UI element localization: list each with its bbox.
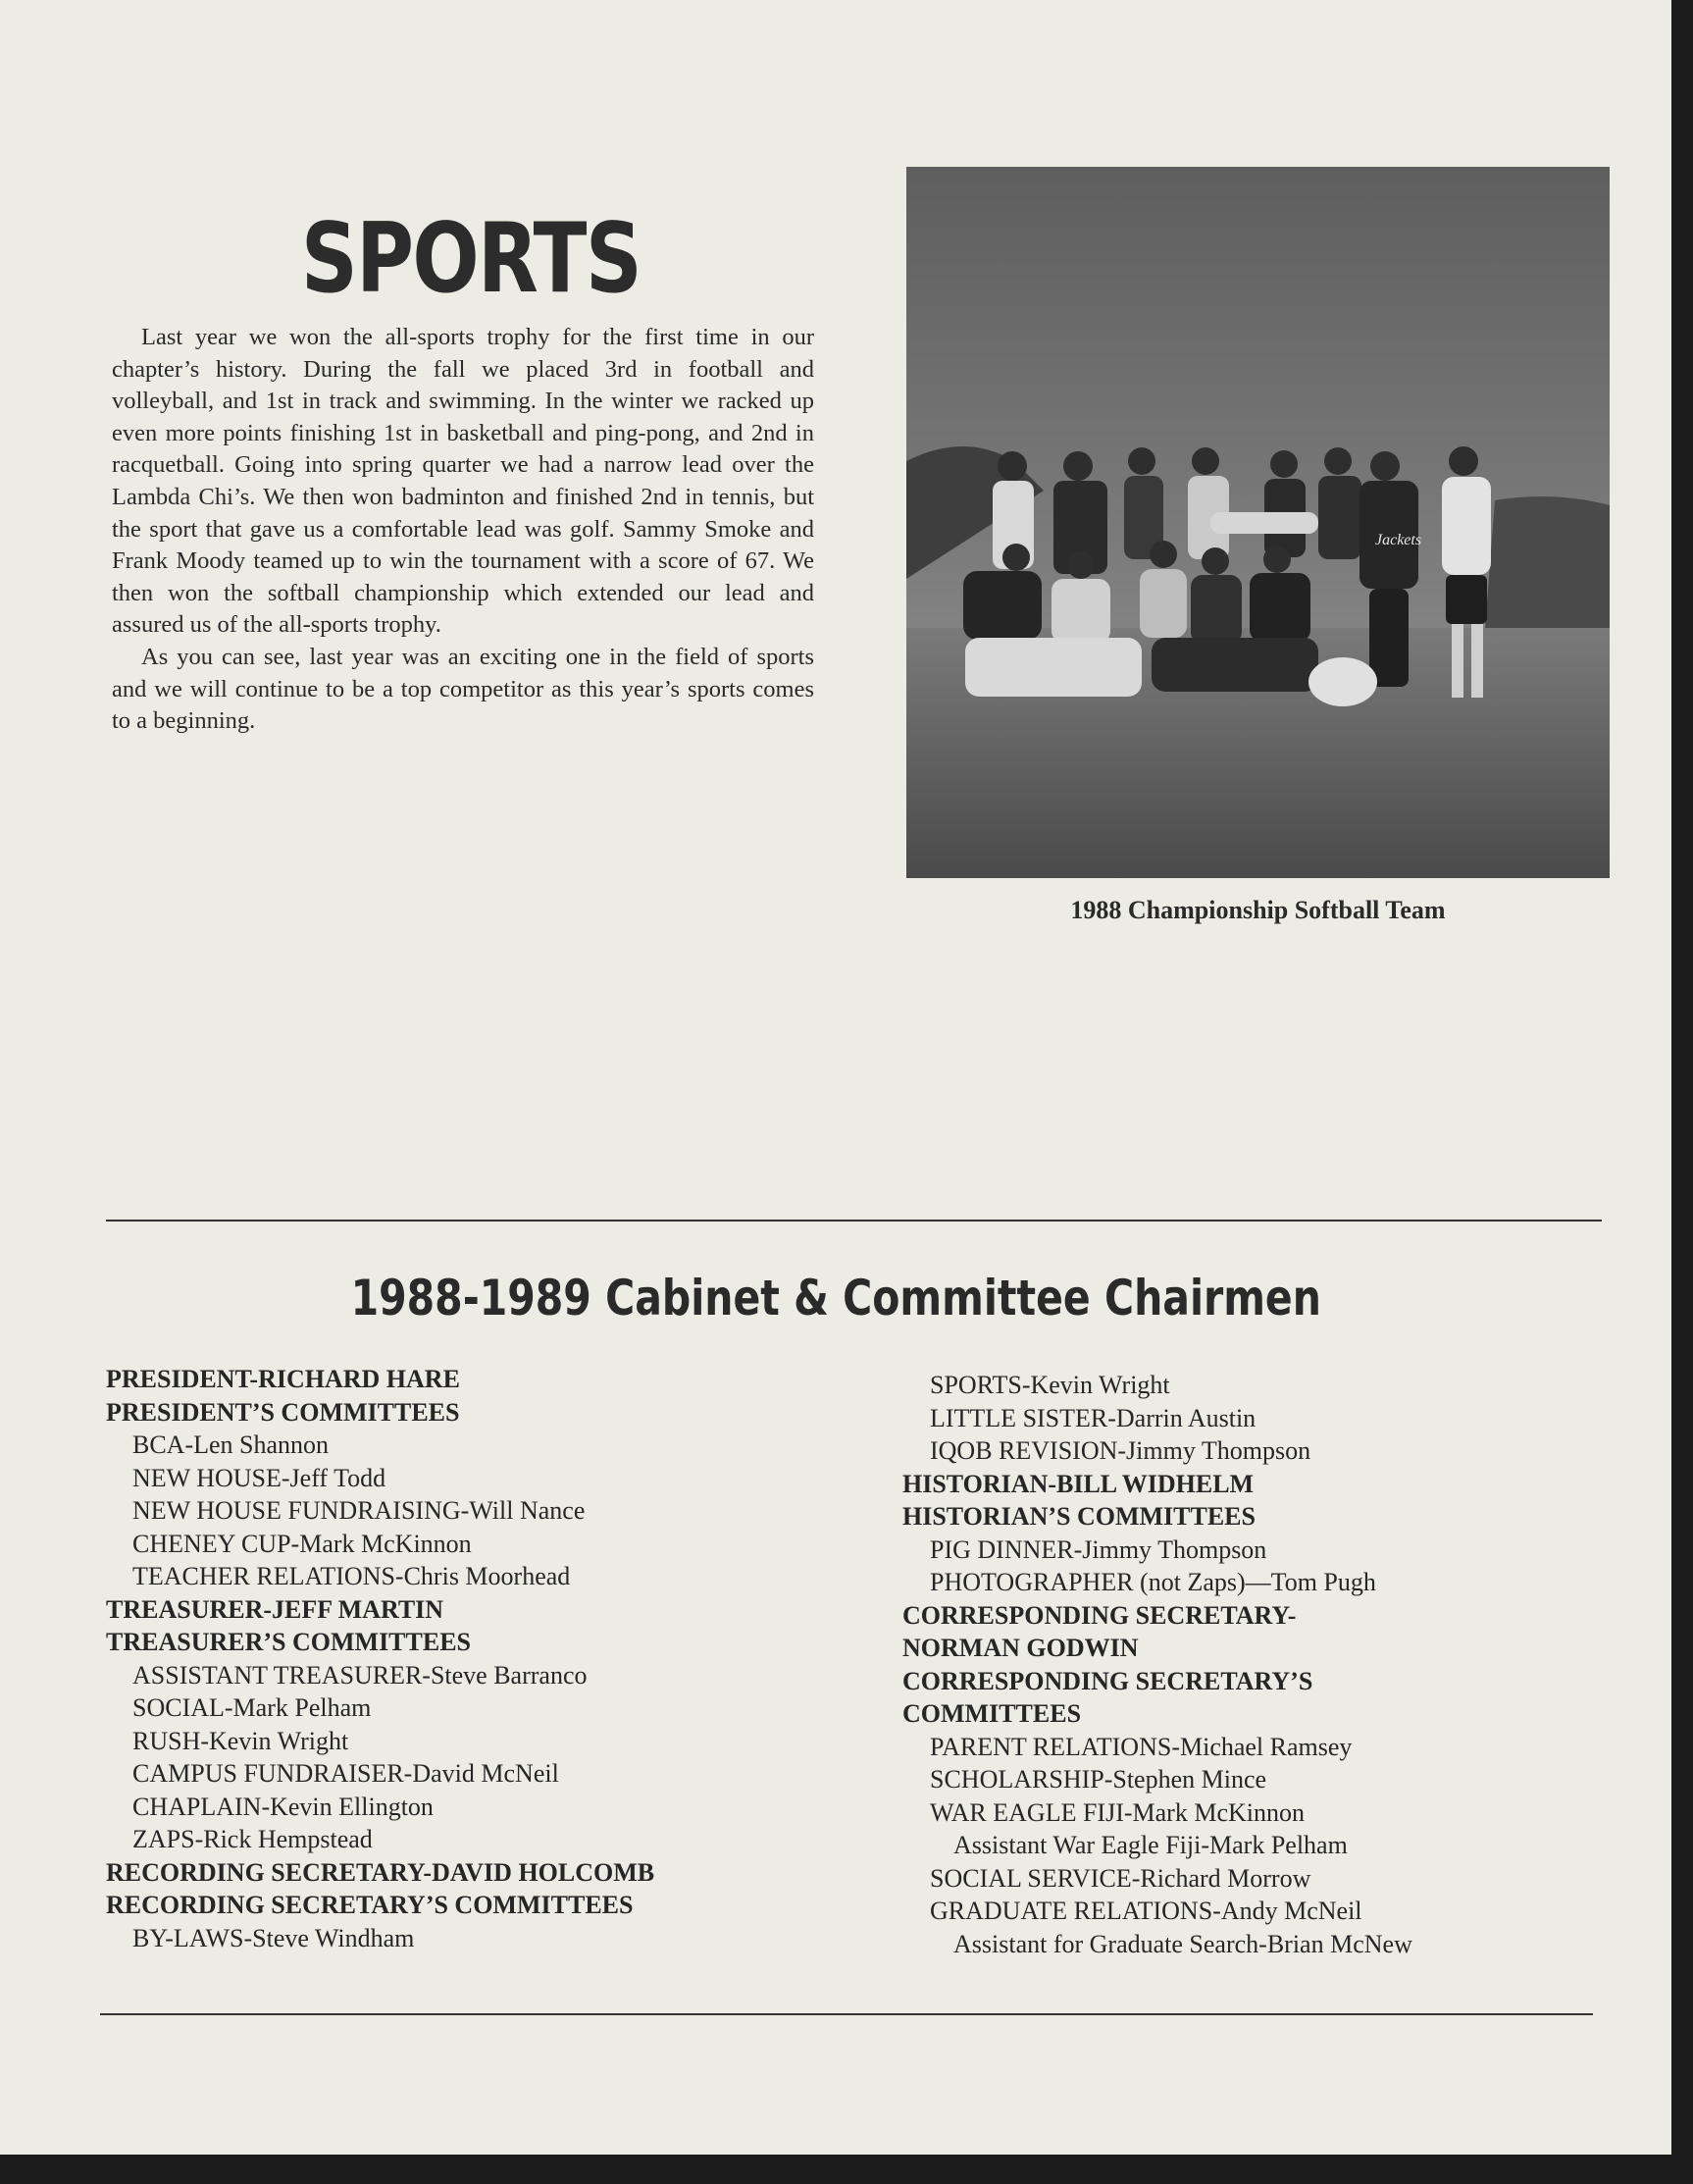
cabinet-officer-line: NORMAN GODWIN [902,1634,1139,1662]
trees-right [1485,496,1610,628]
cabinet-committee-line: BCA-Len Shannon [132,1430,330,1459]
cabinet-committee-line: SOCIAL-Mark Pelham [132,1693,372,1722]
cabinet-officer-line: PRESIDENT’S COMMITTEES [106,1397,460,1427]
cabinet-committee-line: TEACHER RELATIONS-Chris Moorhead [132,1562,571,1590]
cabinet-officer-line: TREASURER’S COMMITTEES [106,1628,472,1656]
cabinet-committee-line: LITTLE SISTER-Darrin Austin [930,1403,1257,1432]
cabinet-committee-line: BY-LAWS-Steve Windham [132,1923,415,1952]
cabinet-left-column [106,1363,851,1954]
cabinet-officer-line: RECORDING SECRETARY’S COMMITTEES [106,1891,634,1919]
photo-caption: 1988 Championship Softball Team [1070,896,1446,924]
cabinet-officer-line: PRESIDENT-RICHARD HARE [106,1365,460,1393]
cabinet-committee-line: PHOTOGRAPHER (not Zaps)—Tom Pugh [930,1568,1376,1596]
cabinet-committee-line: Assistant for Graduate Search-Brian McNew [953,1929,1412,1958]
cabinet-committee-line: SCHOLARSHIP-Stephen Mince [930,1765,1267,1794]
cabinet-committee-line: CHENEY CUP-Mark McKinnon [132,1529,472,1558]
cabinet-officer-line: RECORDING SECRETARY-DAVID HOLCOMB [106,1857,655,1887]
cabinet-right-column [902,1369,1609,1960]
cabinet-committee-line: ASSISTANT TREASURER-Steve Barranco [132,1660,588,1690]
sports-paragraph-2: As you can see, last year was an exciting one in the field of sports and we will continue to be a top competitor as this year’s sports comes to a beginning. [112,643,814,735]
cabinet-officer-line: CORRESPONDING SECRETARY’S [902,1666,1313,1695]
cabinet-committee-line: CHAPLAIN-Kevin Ellington [132,1792,434,1821]
cabinet-officer-line: HISTORIAN-BILL WIDHELM [902,1469,1255,1498]
cabinet-officer-line: CORRESPONDING SECRETARY- [902,1600,1297,1630]
cabinet-committee-line: NEW HOUSE-Jeff Todd [132,1463,386,1492]
cabinet-committee-line: PARENT RELATIONS-Michael Ramsey [930,1732,1353,1761]
cabinet-officer-line: HISTORIAN’S COMMITTEES [902,1502,1256,1531]
divider-top [106,1220,1602,1222]
sports-heading: SPORTS [300,203,641,315]
sports-article [112,322,814,738]
cabinet-committee-line: SOCIAL SERVICE-Richard Morrow [930,1863,1311,1893]
cabinet-committee-line: Assistant War Eagle Fiji-Mark Pelham [953,1831,1348,1859]
cabinet-officer-line: TREASURER-JEFF MARTIN [106,1594,444,1624]
divider-bottom [100,2013,1593,2015]
cabinet-committee-line: GRADUATE RELATIONS-Andy McNeil [930,1897,1362,1925]
shirt-text: Jackets [1375,532,1422,548]
cabinet-committee-line: PIG DINNER-Jimmy Thompson [930,1534,1267,1564]
team-photo [906,167,1610,878]
cabinet-committee-line: WAR EAGLE FIJI-Mark McKinnon [930,1797,1306,1827]
cabinet-committee-line: SPORTS-Kevin Wright [930,1371,1170,1399]
team-photo-illustration [906,167,1610,878]
cabinet-title [0,1270,1671,1326]
cabinet-committee-line: ZAPS-Rick Hempstead [132,1825,373,1853]
cabinet-officer-line: COMMITTEES [902,1699,1082,1728]
sports-paragraph-1: Last year we won the all-sports trophy for the first time in our chapter’s history. During the fall we placed 3rd in football and volleyball, and 1st in track and swimming. In the winter we racked up even more points finishing 1st in basketball and ping-pong, and 2nd in racquetball. Going into spring quarter we had a narrow lead over the Lambda Chi’s. We then won badminton and finished 2nd in tennis, but the sport that gave us a comfortable lead was golf. Sammy Smoke and Frank Moody teamed up to win the tournament with a score of 67. We then won the softball championship which extended our lead and assured us of the all-sports trophy. [112,324,814,639]
cabinet-committee-line: RUSH-Kevin Wright [132,1726,349,1755]
cabinet-title-text: 1988-1989 Cabinet & Committee Chairmen [350,1270,1321,1326]
cabinet-committee-line: IQOB REVISION-Jimmy Thompson [930,1436,1311,1465]
cabinet-committee-line: NEW HOUSE FUNDRAISING-Will Nance [132,1496,586,1525]
cabinet-committee-line: CAMPUS FUNDRAISER-David McNeil [132,1759,559,1788]
